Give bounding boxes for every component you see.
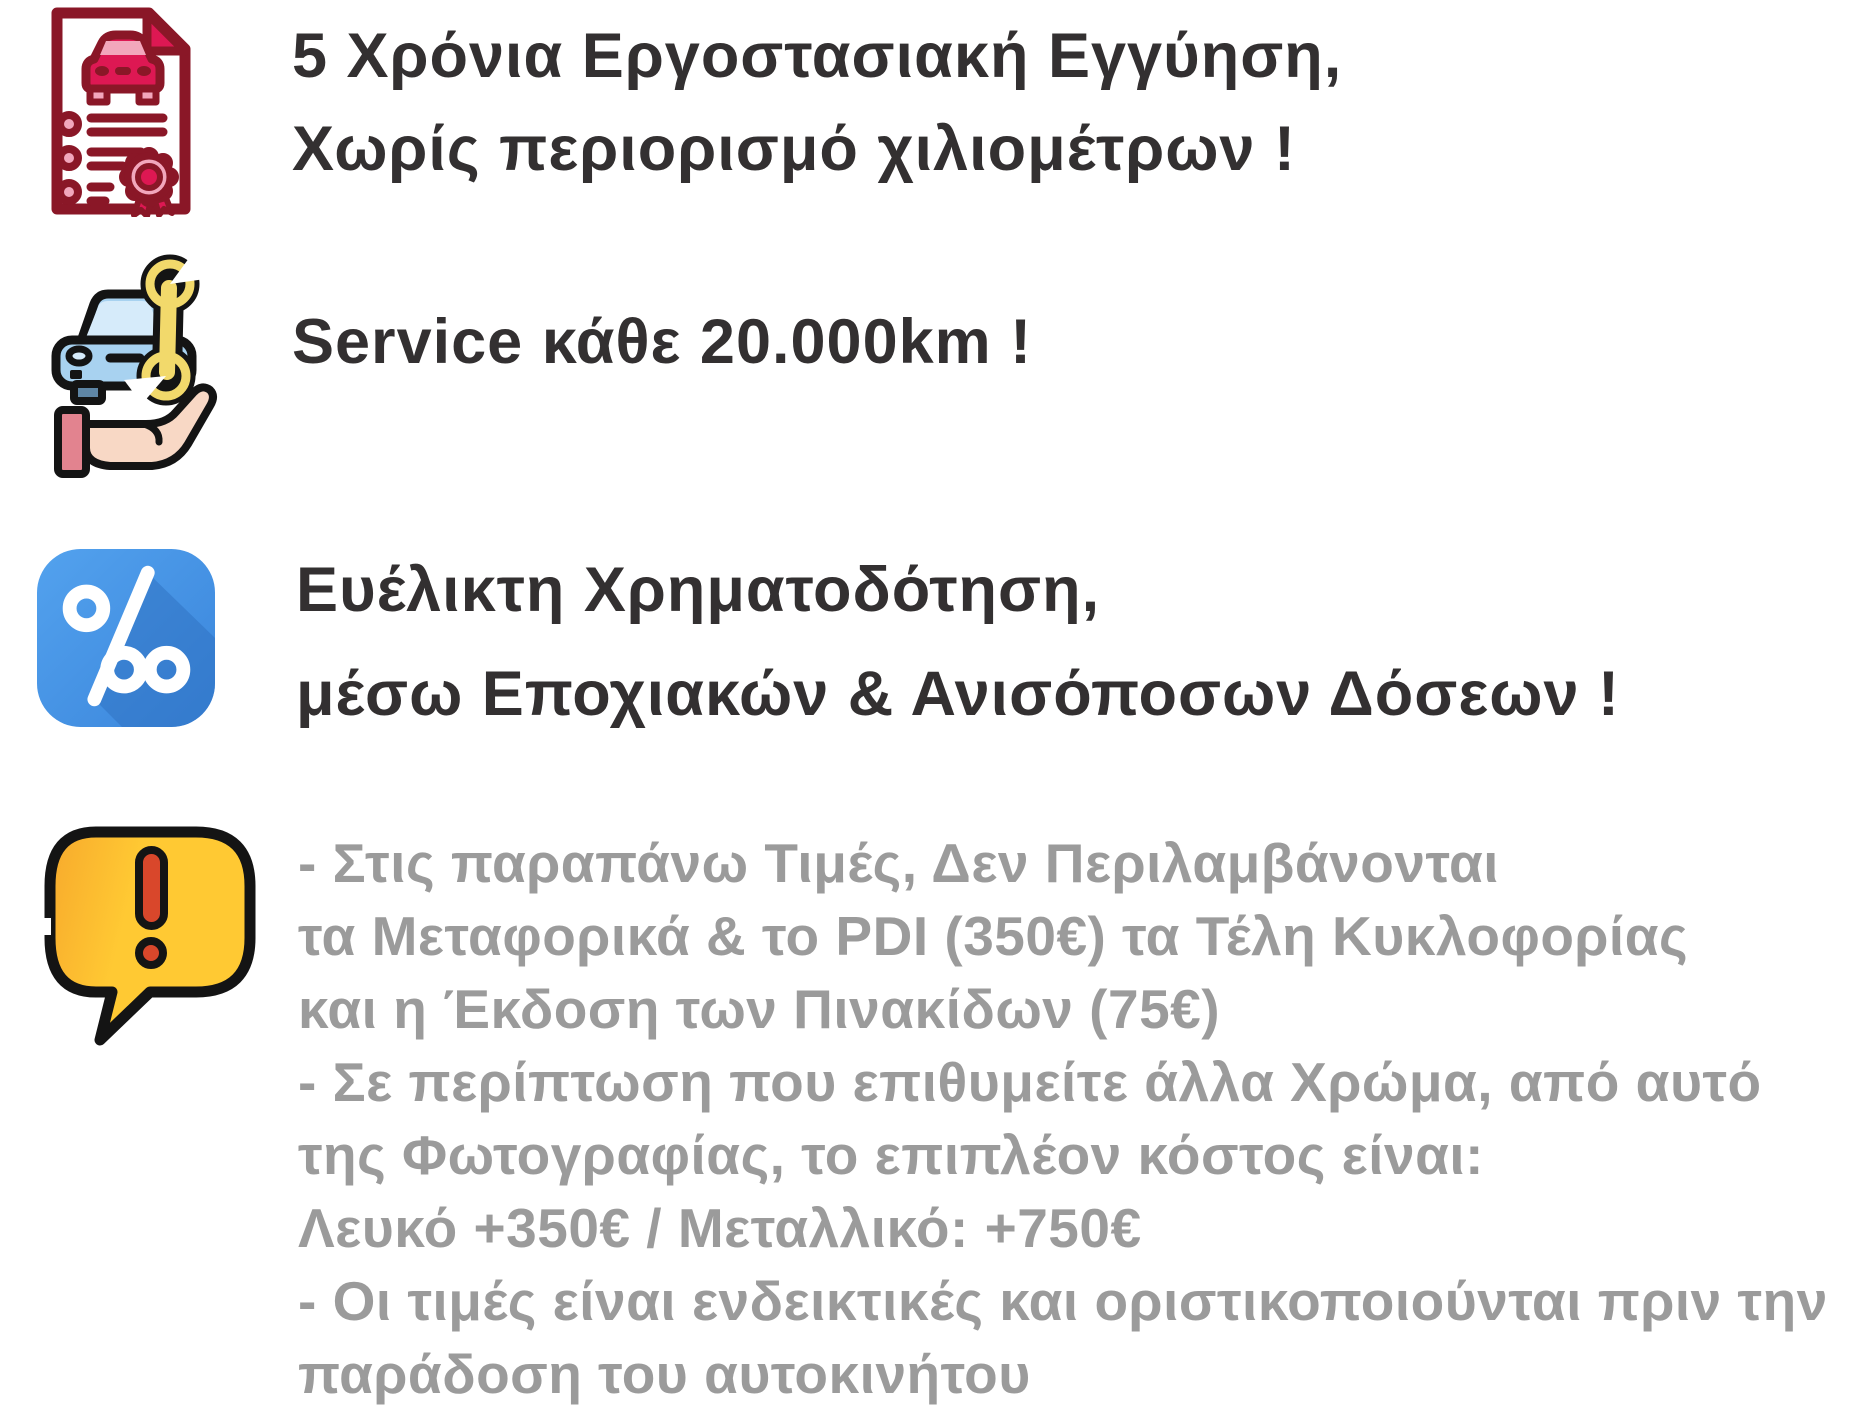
warranty-heading-line-2: Χωρίς περιορισμό χιλιομέτρων ! (292, 114, 1296, 184)
warranty-heading-line-1: 5 Χρόνια Εργοστασιακή Εγγύηση, (292, 21, 1343, 91)
financing-heading-line-2: μέσω Εποχιακών & Ανισόποσων Δόσεων ! (296, 659, 1620, 729)
financing-heading-line-1: Ευέλικτη Χρηματοδότηση, (296, 555, 1101, 625)
financing-heading (296, 538, 1620, 746)
warranty-certificate-icon (35, 5, 210, 217)
disclaimer-line-3: και η Έκδοση των Πινακίδων (75€) (298, 978, 1221, 1040)
car-service-icon (48, 252, 220, 480)
disclaimer-line-1: - Στις παραπάνω Τιμές, Δεν Περιλαμβάνονται (298, 832, 1500, 894)
service-heading-line-1: Service κάθε 20.000km ! (292, 307, 1033, 377)
warranty-heading (292, 10, 1342, 196)
disclaimer-line-8: παράδοση του αυτοκινήτου (298, 1343, 1031, 1405)
disclaimer-line-2: τα Μεταφορικά & το PDI (350€) τα Τέλη Κυκλοφορίας (298, 905, 1689, 967)
service-heading (292, 296, 1032, 389)
disclaimer-line-4: - Σε περίπτωση που επιθυμείτε άλλα Χρώμα, από αυτό (298, 1051, 1762, 1113)
disclaimer-line-6: Λευκό +350€ / Μεταλλικό: +750€ (298, 1197, 1142, 1259)
disclaimer-line-7: - Οι τιμές είναι ενδεικτικές και οριστικοποιούνται πριν την (298, 1270, 1828, 1332)
permille-icon (37, 548, 215, 728)
disclaimer-line-5: της Φωτογραφίας, το επιπλέον κόστος είναι: (298, 1124, 1484, 1186)
disclaimer-notes (298, 827, 1828, 1411)
warning-bubble-icon (38, 822, 266, 1059)
